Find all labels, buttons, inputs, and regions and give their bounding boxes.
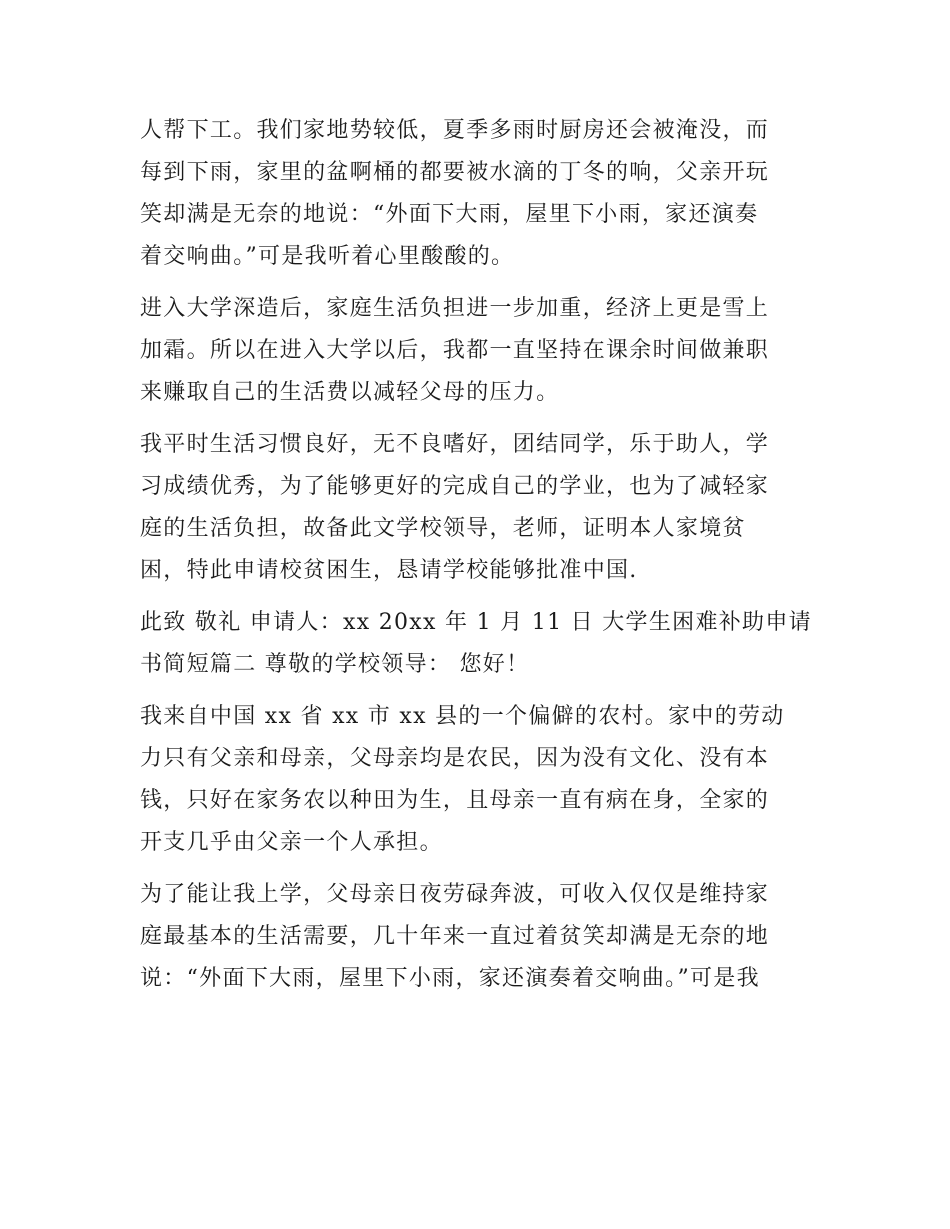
text-line: 此致 敬礼 申请人：xx 20xx 年 1 月 11 日 大学生困难补助申请 bbox=[140, 610, 812, 635]
text-line: 加霜。所以在进入大学以后，我都一直坚持在课余时间做兼职 bbox=[140, 338, 770, 363]
paragraph bbox=[140, 288, 820, 414]
document-page bbox=[140, 110, 820, 1010]
text-line: 笑却满是无奈的地说：“外面下大雨，屋里下小雨，家还演奏 bbox=[140, 202, 759, 227]
text-line: 庭的生活负担，故备此文学校领导，老师，证明本人家境贫 bbox=[140, 516, 746, 541]
text-line: 庭最基本的生活需要，几十年来一直过着贫笑却满是无奈的地 bbox=[140, 924, 770, 949]
text-line: 力只有父亲和母亲，父母亲均是农民，因为没有文化、没有本 bbox=[140, 746, 770, 771]
text-line: 人帮下工。我们家地势较低，夏季多雨时厨房还会被淹没，而 bbox=[140, 118, 770, 143]
text-line: 钱，只好在家务农以种田为生，且母亲一直有病在身，全家的 bbox=[140, 788, 770, 813]
paragraph bbox=[140, 602, 820, 686]
text-line: 开支几乎由父亲一个人承担。 bbox=[140, 830, 443, 855]
text-line: 我来自中国 xx 省 xx 市 xx 县的一个偏僻的农村。家中的劳动 bbox=[140, 704, 785, 729]
text-line: 习成绩优秀，为了能够更好的完成自己的学业，也为了减轻家 bbox=[140, 474, 770, 499]
paragraph bbox=[140, 874, 820, 1000]
text-line: 每到下雨，家里的盆啊桶的都要被水滴的丁冬的响，父亲开玩 bbox=[140, 160, 770, 185]
text-line: 来赚取自己的生活费以减轻父母的压力。 bbox=[140, 380, 560, 405]
text-line: 说：“外面下大雨，屋里下小雨，家还演奏着交响曲。”可是我 bbox=[140, 966, 760, 991]
text-line: 进入大学深造后，家庭生活负担进一步加重，经济上更是雪上 bbox=[140, 296, 770, 321]
paragraph bbox=[140, 696, 820, 864]
paragraph bbox=[140, 110, 820, 278]
text-line: 为了能让我上学，父母亲日夜劳碌奔波，可收入仅仅是维持家 bbox=[140, 882, 770, 907]
text-line: 书简短篇二 尊敬的学校领导： 您好！ bbox=[140, 652, 530, 677]
paragraph bbox=[140, 424, 820, 592]
text-line: 困，特此申请校贫困生，恳请学校能够批准中国. bbox=[140, 558, 638, 583]
text-line: 着交响曲。”可是我听着心里酸酸的。 bbox=[140, 244, 515, 269]
text-line: 我平时生活习惯良好，无不良嗜好，团结同学，乐于助人，学 bbox=[140, 432, 770, 457]
